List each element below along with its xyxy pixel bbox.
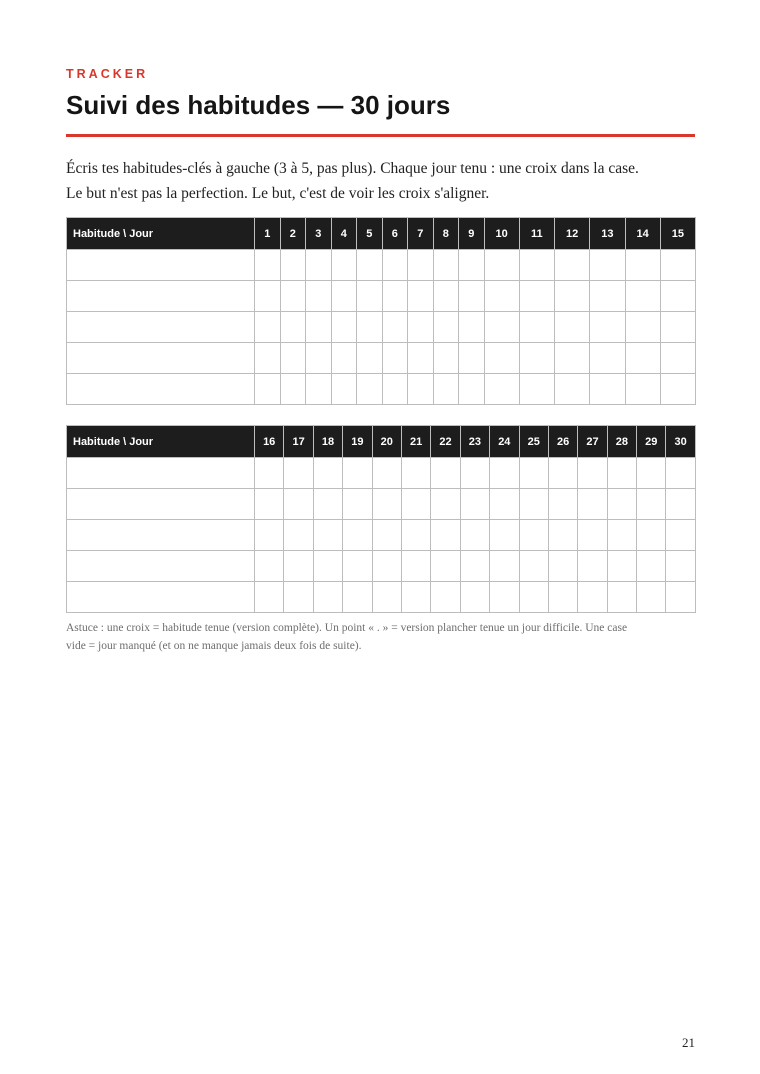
day-checkbox-cell[interactable]: [255, 582, 284, 613]
day-checkbox-cell[interactable]: [625, 374, 660, 405]
day-checkbox-cell[interactable]: [519, 343, 554, 374]
day-checkbox-cell[interactable]: [357, 312, 383, 343]
day-checkbox-cell[interactable]: [433, 374, 459, 405]
day-checkbox-cell[interactable]: [331, 281, 357, 312]
habit-name-cell[interactable]: [67, 458, 255, 489]
day-checkbox-cell[interactable]: [433, 250, 459, 281]
day-checkbox-cell[interactable]: [382, 343, 408, 374]
day-checkbox-cell[interactable]: [280, 281, 306, 312]
title-underline: [66, 134, 695, 137]
day-checkbox-cell[interactable]: [255, 551, 284, 582]
day-checkbox-cell[interactable]: [555, 374, 590, 405]
day-checkbox-cell[interactable]: [408, 250, 434, 281]
day-checkbox-cell[interactable]: [660, 250, 695, 281]
habit-row: [67, 551, 696, 582]
day-checkbox-cell[interactable]: [280, 312, 306, 343]
day-checkbox-cell[interactable]: [519, 250, 554, 281]
day-checkbox-cell[interactable]: [357, 250, 383, 281]
day-checkbox-cell[interactable]: [607, 582, 636, 613]
day-column-header: 18: [313, 426, 342, 458]
day-checkbox-cell[interactable]: [382, 374, 408, 405]
day-column-header: 3: [306, 218, 332, 250]
section-eyebrow: TRACKER: [66, 67, 149, 81]
day-checkbox-cell[interactable]: [660, 343, 695, 374]
day-checkbox-cell[interactable]: [590, 343, 625, 374]
habit-row: [67, 458, 696, 489]
day-checkbox-cell[interactable]: [306, 343, 332, 374]
day-checkbox-cell[interactable]: [255, 312, 281, 343]
day-checkbox-cell[interactable]: [357, 281, 383, 312]
day-checkbox-cell[interactable]: [382, 250, 408, 281]
habit-name-cell[interactable]: [67, 582, 255, 613]
day-checkbox-cell[interactable]: [519, 281, 554, 312]
day-checkbox-cell[interactable]: [343, 520, 372, 551]
day-checkbox-cell[interactable]: [306, 312, 332, 343]
day-column-header: 1: [255, 218, 281, 250]
day-column-header: 7: [408, 218, 434, 250]
day-column-header: 26: [548, 426, 577, 458]
day-column-header: 21: [401, 426, 430, 458]
table-header-row: [67, 426, 696, 458]
tip-line: Astuce : une croix = habitude tenue (version complète). Un point « . » = version plancher tenue un jour difficile. Une case: [66, 622, 628, 634]
day-checkbox-cell[interactable]: [313, 458, 342, 489]
day-checkbox-cell[interactable]: [625, 250, 660, 281]
day-checkbox-cell[interactable]: [284, 582, 313, 613]
day-checkbox-cell[interactable]: [408, 281, 434, 312]
habit-name-cell[interactable]: [67, 520, 255, 551]
day-column-header: 23: [460, 426, 489, 458]
day-column-header: 2: [280, 218, 306, 250]
day-checkbox-cell[interactable]: [408, 374, 434, 405]
habit-name-cell[interactable]: [67, 250, 255, 281]
day-checkbox-cell[interactable]: [382, 281, 408, 312]
day-checkbox-cell[interactable]: [607, 551, 636, 582]
habit-name-cell[interactable]: [67, 343, 255, 374]
day-checkbox-cell[interactable]: [484, 250, 519, 281]
day-column-header: 15: [660, 218, 695, 250]
day-checkbox-cell[interactable]: [459, 281, 485, 312]
day-column-header: 9: [459, 218, 485, 250]
day-checkbox-cell[interactable]: [431, 520, 460, 551]
day-checkbox-cell[interactable]: [459, 374, 485, 405]
day-checkbox-cell[interactable]: [255, 489, 284, 520]
day-checkbox-cell[interactable]: [666, 551, 695, 582]
day-checkbox-cell[interactable]: [357, 374, 383, 405]
day-column-header: 17: [284, 426, 313, 458]
day-column-header: 4: [331, 218, 357, 250]
day-checkbox-cell[interactable]: [433, 281, 459, 312]
day-checkbox-cell[interactable]: [255, 374, 281, 405]
day-checkbox-cell[interactable]: [490, 489, 519, 520]
day-checkbox-cell[interactable]: [372, 520, 401, 551]
day-checkbox-cell[interactable]: [637, 551, 666, 582]
day-column-header: 24: [490, 426, 519, 458]
habit-tracker-table-days-1-15: [66, 217, 696, 405]
day-checkbox-cell[interactable]: [343, 551, 372, 582]
day-checkbox-cell[interactable]: [484, 374, 519, 405]
day-checkbox-cell[interactable]: [255, 458, 284, 489]
day-checkbox-cell[interactable]: [484, 281, 519, 312]
day-checkbox-cell[interactable]: [357, 343, 383, 374]
day-checkbox-cell[interactable]: [343, 489, 372, 520]
day-checkbox-cell[interactable]: [408, 312, 434, 343]
day-checkbox-cell[interactable]: [459, 250, 485, 281]
day-checkbox-cell[interactable]: [555, 281, 590, 312]
habit-column-header: Habitude \ Jour: [67, 426, 255, 458]
tip-line: vide = jour manqué (et on ne manque jamais deux fois de suite).: [66, 639, 362, 652]
day-checkbox-cell[interactable]: [372, 458, 401, 489]
day-column-header: 11: [519, 218, 554, 250]
day-checkbox-cell[interactable]: [306, 250, 332, 281]
day-checkbox-cell[interactable]: [578, 520, 607, 551]
day-column-header: 5: [357, 218, 383, 250]
day-checkbox-cell[interactable]: [372, 489, 401, 520]
day-checkbox-cell[interactable]: [280, 250, 306, 281]
day-checkbox-cell[interactable]: [313, 520, 342, 551]
day-checkbox-cell[interactable]: [431, 551, 460, 582]
page-title: Suivi des habitudes — 30 jours: [66, 90, 451, 120]
day-checkbox-cell[interactable]: [331, 312, 357, 343]
day-checkbox-cell[interactable]: [548, 582, 577, 613]
day-checkbox-cell[interactable]: [401, 489, 430, 520]
day-checkbox-cell[interactable]: [666, 520, 695, 551]
day-checkbox-cell[interactable]: [666, 582, 695, 613]
day-column-header: 10: [484, 218, 519, 250]
day-checkbox-cell[interactable]: [555, 250, 590, 281]
day-checkbox-cell[interactable]: [331, 374, 357, 405]
day-checkbox-cell[interactable]: [625, 312, 660, 343]
habit-column-header: Habitude \ Jour: [67, 218, 255, 250]
day-checkbox-cell[interactable]: [519, 489, 548, 520]
day-checkbox-cell[interactable]: [578, 458, 607, 489]
day-checkbox-cell[interactable]: [519, 458, 548, 489]
day-checkbox-cell[interactable]: [660, 312, 695, 343]
day-checkbox-cell[interactable]: [284, 520, 313, 551]
day-checkbox-cell[interactable]: [484, 343, 519, 374]
day-checkbox-cell[interactable]: [590, 312, 625, 343]
day-checkbox-cell[interactable]: [555, 343, 590, 374]
day-checkbox-cell[interactable]: [490, 520, 519, 551]
day-checkbox-cell[interactable]: [548, 458, 577, 489]
day-checkbox-cell[interactable]: [625, 281, 660, 312]
day-column-header: 29: [637, 426, 666, 458]
day-checkbox-cell[interactable]: [372, 551, 401, 582]
day-checkbox-cell[interactable]: [284, 458, 313, 489]
day-checkbox-cell[interactable]: [431, 458, 460, 489]
day-checkbox-cell[interactable]: [313, 582, 342, 613]
day-column-header: 27: [578, 426, 607, 458]
day-checkbox-cell[interactable]: [519, 582, 548, 613]
day-checkbox-cell[interactable]: [590, 374, 625, 405]
habit-name-cell[interactable]: [67, 281, 255, 312]
day-checkbox-cell[interactable]: [637, 582, 666, 613]
day-checkbox-cell[interactable]: [484, 312, 519, 343]
day-checkbox-cell[interactable]: [255, 520, 284, 551]
intro-line: Le but n'est pas la perfection. Le but, c'est de voir les croix s'aligner.: [66, 184, 490, 202]
day-column-header: 25: [519, 426, 548, 458]
day-checkbox-cell[interactable]: [548, 520, 577, 551]
day-checkbox-cell[interactable]: [408, 343, 434, 374]
intro-paragraph: [66, 157, 695, 206]
habit-tracker-table-days-16-30: [66, 425, 696, 613]
day-checkbox-cell[interactable]: [331, 343, 357, 374]
day-checkbox-cell[interactable]: [460, 551, 489, 582]
day-checkbox-cell[interactable]: [607, 489, 636, 520]
day-checkbox-cell[interactable]: [519, 520, 548, 551]
day-checkbox-cell[interactable]: [490, 458, 519, 489]
day-column-header: 19: [343, 426, 372, 458]
day-checkbox-cell[interactable]: [666, 458, 695, 489]
day-checkbox-cell[interactable]: [660, 374, 695, 405]
day-column-header: 20: [372, 426, 401, 458]
table-header-row: [67, 218, 696, 250]
day-checkbox-cell[interactable]: [637, 489, 666, 520]
day-checkbox-cell[interactable]: [401, 520, 430, 551]
habit-row: [67, 312, 696, 343]
day-column-header: 13: [590, 218, 625, 250]
day-checkbox-cell[interactable]: [401, 582, 430, 613]
day-checkbox-cell[interactable]: [306, 281, 332, 312]
day-column-header: 12: [555, 218, 590, 250]
day-checkbox-cell[interactable]: [519, 551, 548, 582]
day-checkbox-cell[interactable]: [255, 343, 281, 374]
day-checkbox-cell[interactable]: [666, 489, 695, 520]
habit-row: [67, 250, 696, 281]
habit-row: [67, 582, 696, 613]
day-checkbox-cell[interactable]: [519, 312, 554, 343]
day-column-header: 16: [255, 426, 284, 458]
day-checkbox-cell[interactable]: [578, 489, 607, 520]
habit-name-cell[interactable]: [67, 551, 255, 582]
day-checkbox-cell[interactable]: [660, 281, 695, 312]
day-checkbox-cell[interactable]: [548, 489, 577, 520]
day-checkbox-cell[interactable]: [607, 520, 636, 551]
day-checkbox-cell[interactable]: [280, 343, 306, 374]
habit-row: [67, 489, 696, 520]
day-checkbox-cell[interactable]: [548, 551, 577, 582]
day-column-header: 6: [382, 218, 408, 250]
day-checkbox-cell[interactable]: [637, 458, 666, 489]
page-number: 21: [682, 1035, 695, 1050]
day-checkbox-cell[interactable]: [431, 582, 460, 613]
day-checkbox-cell[interactable]: [459, 343, 485, 374]
day-checkbox-cell[interactable]: [306, 374, 332, 405]
day-checkbox-cell[interactable]: [433, 343, 459, 374]
habit-row: [67, 281, 696, 312]
habit-name-cell[interactable]: [67, 374, 255, 405]
day-checkbox-cell[interactable]: [331, 250, 357, 281]
intro-line: Écris tes habitudes-clés à gauche (3 à 5, pas plus). Chaque jour tenu : une croix dans la case.: [66, 160, 639, 177]
day-checkbox-cell[interactable]: [490, 551, 519, 582]
day-checkbox-cell[interactable]: [490, 582, 519, 613]
day-checkbox-cell[interactable]: [555, 312, 590, 343]
day-checkbox-cell[interactable]: [578, 582, 607, 613]
day-checkbox-cell[interactable]: [401, 458, 430, 489]
day-checkbox-cell[interactable]: [625, 343, 660, 374]
day-column-header: 30: [666, 426, 695, 458]
day-checkbox-cell[interactable]: [280, 374, 306, 405]
day-checkbox-cell[interactable]: [460, 458, 489, 489]
day-checkbox-cell[interactable]: [590, 250, 625, 281]
day-checkbox-cell[interactable]: [401, 551, 430, 582]
day-checkbox-cell[interactable]: [460, 520, 489, 551]
day-checkbox-cell[interactable]: [459, 312, 485, 343]
day-checkbox-cell[interactable]: [284, 551, 313, 582]
day-checkbox-cell[interactable]: [284, 489, 313, 520]
day-checkbox-cell[interactable]: [431, 489, 460, 520]
day-column-header: 28: [607, 426, 636, 458]
habit-row: [67, 374, 696, 405]
day-column-header: 14: [625, 218, 660, 250]
day-checkbox-cell[interactable]: [433, 312, 459, 343]
day-column-header: 8: [433, 218, 459, 250]
day-checkbox-cell[interactable]: [313, 489, 342, 520]
day-checkbox-cell[interactable]: [343, 582, 372, 613]
day-checkbox-cell[interactable]: [590, 281, 625, 312]
day-checkbox-cell[interactable]: [255, 281, 281, 312]
day-checkbox-cell[interactable]: [343, 458, 372, 489]
day-checkbox-cell[interactable]: [313, 551, 342, 582]
day-checkbox-cell[interactable]: [372, 582, 401, 613]
day-checkbox-cell[interactable]: [637, 520, 666, 551]
habit-row: [67, 343, 696, 374]
habit-name-cell[interactable]: [67, 312, 255, 343]
day-checkbox-cell[interactable]: [460, 489, 489, 520]
day-checkbox-cell[interactable]: [255, 250, 281, 281]
habit-name-cell[interactable]: [67, 489, 255, 520]
day-checkbox-cell[interactable]: [460, 582, 489, 613]
day-checkbox-cell[interactable]: [578, 551, 607, 582]
day-checkbox-cell[interactable]: [519, 374, 554, 405]
day-column-header: 22: [431, 426, 460, 458]
tip-note: [66, 620, 695, 655]
day-checkbox-cell[interactable]: [607, 458, 636, 489]
habit-row: [67, 520, 696, 551]
day-checkbox-cell[interactable]: [382, 312, 408, 343]
